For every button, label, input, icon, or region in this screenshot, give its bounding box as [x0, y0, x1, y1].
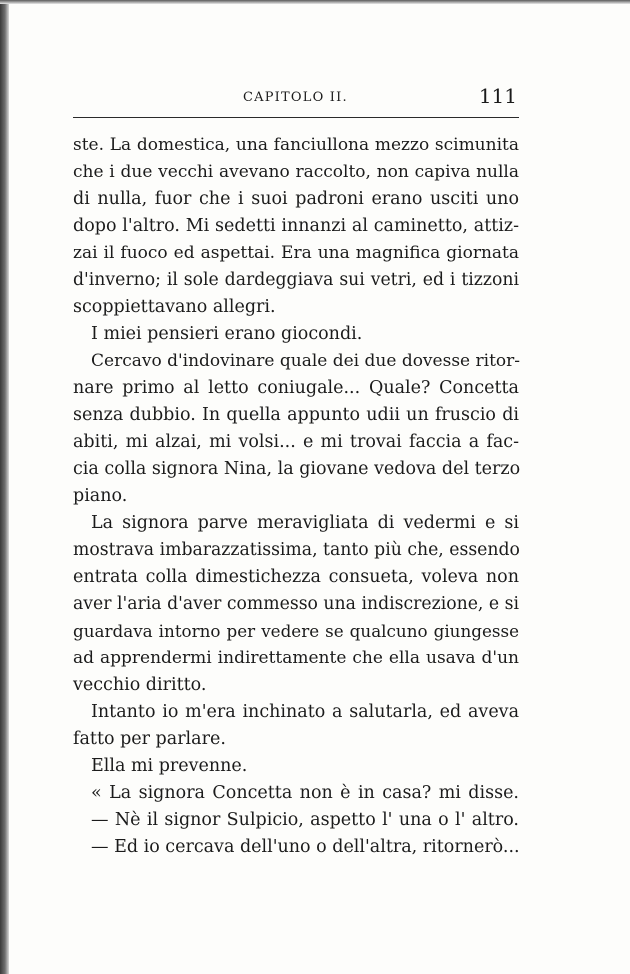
- page-binding-edge: [0, 0, 9, 974]
- text-line: — Nè il signor Sulpicio, aspetto l' una o l' altro.: [91, 810, 519, 830]
- header-rule: [73, 117, 519, 118]
- text-line: piano.: [73, 486, 128, 506]
- text-line: Ella mi prevenne.: [91, 756, 248, 776]
- text-line: I miei pensieri erano giocondi.: [91, 324, 363, 344]
- page-header: [73, 84, 519, 110]
- text-line: fatto per parlare.: [73, 729, 226, 749]
- text-line: cia colla signora Nina, la giovane vedova del terzo: [73, 459, 521, 479]
- text-line: entrata colla dimestichezza consueta, voleva non: [73, 567, 519, 587]
- text-line: mostrava imbarazzatissima, tanto più che, essendo: [73, 540, 520, 560]
- text-line: — Ed io cercava dell'uno o dell'altra, ritornerò...: [91, 837, 520, 857]
- page-number: 111: [478, 84, 517, 108]
- text-line: dopo l'altro. Mi sedetti innanzi al caminetto, attiz-: [73, 216, 519, 236]
- text-line: abiti, mi alzai, mi volsi... e mi trovai faccia a fac-: [73, 432, 519, 452]
- page-top-edge: [0, 0, 630, 4]
- text-line: guardava intorno per vedere se qualcuno giungesse: [73, 621, 519, 641]
- body-text: [73, 132, 519, 861]
- text-line: vecchio diritto.: [73, 675, 207, 695]
- text-line: senza dubbio. In quella appunto udii un fruscio di: [73, 405, 519, 425]
- text-line: La signora parve meravigliata di vedermi e si: [91, 513, 519, 533]
- text-line: Intanto io m'era inchinato a salutarla, ed aveva: [91, 702, 519, 722]
- text-line: ad apprendermi indirettamente che ella usava d'un: [73, 648, 519, 668]
- text-line: d'inverno; il sole dardeggiava sui vetri, ed i tizzoni: [73, 270, 519, 290]
- text-line: che i due vecchi avevano raccolto, non capiva nulla: [73, 162, 519, 182]
- running-head: CAPITOLO II.: [243, 90, 348, 105]
- text-line: zai il fuoco ed aspettai. Era una magnifica giornata: [73, 243, 519, 263]
- text-line: ste. La domestica, una fanciullona mezzo scimunita: [73, 135, 519, 155]
- text-line: Cercavo d'indovinare quale dei due dovesse ritor-: [91, 351, 521, 371]
- text-line: nare primo al letto coniugale... Quale? Concetta: [73, 378, 519, 398]
- text-line: aver l'aria d'aver commesso una indiscrezione, e si: [73, 594, 519, 614]
- text-line: di nulla, fuor che i suoi padroni erano usciti uno: [73, 189, 519, 209]
- text-line: scoppiettavano allegri.: [73, 297, 276, 317]
- text-line: « La signora Concetta non è in casa? mi disse.: [91, 783, 519, 803]
